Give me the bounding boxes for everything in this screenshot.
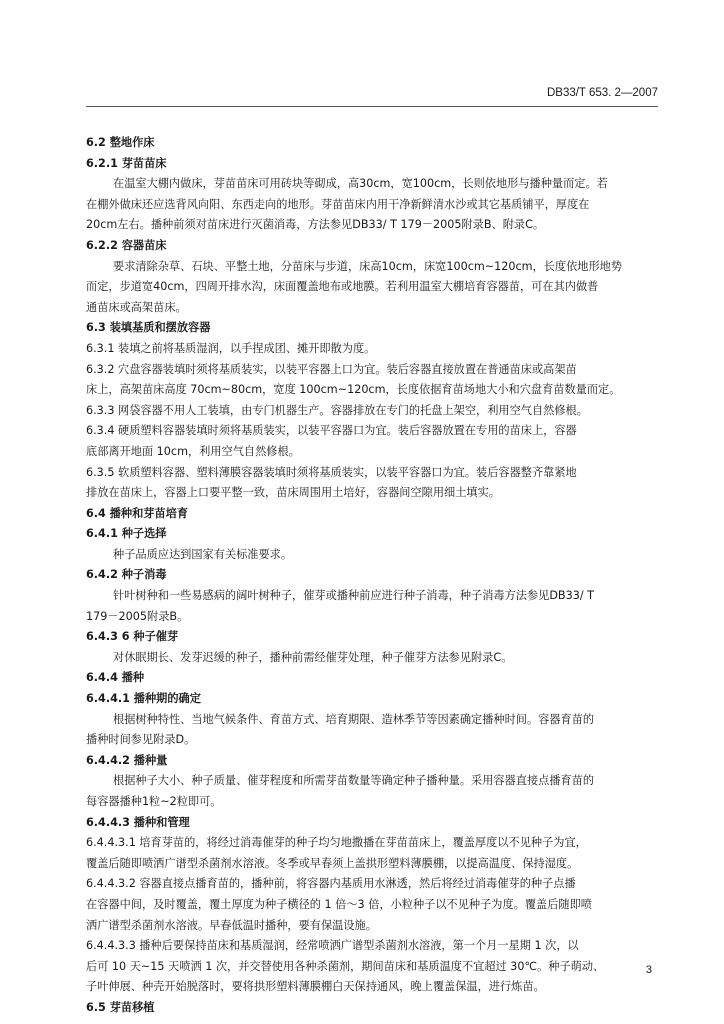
section-heading: 6.4.1 种子选择 [86,527,167,541]
paragraph-line: 针叶树种和一些易感病的阔叶树种子，催芽或播种前应进行种子消毒，种子消毒方法参见DB33/ T [113,589,594,603]
paragraph-line: 通苗床或高架苗床。 [86,300,187,314]
paragraph-line: 6.4.4.3.2 容器直接点播育苗的，播种前，将容器内基质用水淋透，然后将经过消毒催芽的种子点播 [86,877,576,891]
paragraph-line: 6.4.4.3.1 培育芽苗的，将经过消毒催芽的种子均匀地撒播在芽苗苗床上，覆盖厚度以不见种子为宜， [86,836,587,850]
paragraph-line: 床上，高架苗床高度 70cm~80cm，宽度 100cm~120cm，长度依据育苗场地大小和穴盘育苗数量而定。 [86,383,621,397]
paragraph-line: 20cm左右。播种前须对苗床进行灭菌消毒，方法参见DB33/ T 179－2005附录B、附录C。 [86,218,545,232]
paragraph-line: 覆盖后随即喷洒广谱型杀菌剂水溶液。冬季或早春须上盖拱形塑料薄膜棚，以提高温度、保持湿度。 [86,856,579,870]
paragraph-line: 根据树种特性、当地气候条件、育苗方式、培育期限、造林季节等因素确定播种时间。容器育苗的 [113,712,595,726]
paragraph-line: 6.3.4 硬质塑料容器装填时须将基质装实，以装平容器口为宜。装后容器放置在专用的苗床上，容器 [86,424,577,438]
page-number: 3 [645,964,652,976]
paragraph-line: 每容器播种1粒~2粒即可。 [86,795,222,808]
paragraph-line: 子叶伸展、种壳开始脱落时，要将拱形塑料薄膜棚白天保持通风，晚上覆盖保温，进行炼苗。 [86,980,545,994]
section-heading: 6.3 装填基质和摆放容器 [86,321,211,335]
paragraph-line: 排放在苗床上，容器上口要平整一致，苗床周围用土培好，容器间空隙用细土填实。 [86,486,500,500]
paragraph-line: 要求清除杂草、石块、平整土地，分苗床与步道，床高10cm，床宽100cm~120cm，长度依地形地势 [113,259,623,273]
section-heading: 6.4.4.3 播种和管理 [86,815,190,829]
section-heading: 6.4.2 种子消毒 [86,568,167,582]
section-heading: 6.4.4.1 播种期的确定 [86,692,201,706]
header-divider [86,106,658,107]
paragraph-line: 播种时间参见附录D。 [86,733,196,747]
section-heading: 6.2.1 芽苗苗床 [86,156,167,170]
paragraph-line: 洒广谱型杀菌剂水溶液。早春低温时播种，要有保温设施。 [86,918,377,932]
document-code: DB33/T 653. 2—2007 [546,87,658,99]
paragraph-line: 在容器中间，及时覆盖，覆土厚度为种子横径的 1 倍～3 倍，小粒种子以不见种子为度。覆盖后随即喷 [86,897,592,911]
paragraph-line: 后可 10 天~15 天喷洒 1 次，并交替使用各种杀菌剂，期间苗床和基质温度不宜超过 30℃。种子萌动、 [86,959,605,973]
section-heading: 6.4 播种和芽苗培育 [86,506,189,520]
paragraph-line: 6.3.3 网袋容器不用人工装填，由专门机器生产。容器排放在专门的托盘上架空，利用空气自然修根。 [86,403,588,417]
section-heading: 6.4.4.2 播种量 [86,753,168,767]
document-body [86,133,656,1019]
paragraph-line: 6.3.5 软质塑料容器、塑料薄膜容器装填时须将基质装实，以装平容器口为宜。装后容器整齐靠紧地 [86,465,577,479]
paragraph-line: 6.4.4.3.3 播种后要保持苗床和基质湿润，经常喷洒广谱型杀菌剂水溶液，第一个月一星期 1 次，以 [86,939,579,953]
section-heading: 6.4.4 播种 [86,671,145,685]
paragraph-line: 在温室大棚内做床，芽苗苗床可用砖块等砌成，高30cm，宽100cm，长则依地形与播种量而定。若 [113,177,608,191]
paragraph-line: 在棚外做床还应选背风向阳、东西走向的地形。芽苗苗床内用干净新鲜清水沙或其它基质铺平，厚度在 [86,197,590,211]
paragraph-line: 179－2005附录B。 [86,609,189,623]
paragraph-line: 6.3.1 装填之前将基质湿润，以手捏成团、摊开即散为度。 [86,341,376,355]
section-heading: 6.2.2 容器苗床 [86,238,167,252]
section-heading: 6.2 整地作床 [86,136,155,149]
paragraph-line: 种子品质应达到国家有关标准要求。 [113,547,293,561]
paragraph-line: 6.3.2 穴盘容器装填时须将基质装实，以装平容器上口为宜。装后容器直接放置在普通苗床或高架苗 [86,362,577,376]
section-heading: 6.5 芽苗移植 [86,1000,155,1014]
paragraph-line: 对休眠期长、发芽迟缓的种子，播种前需经催芽处理，种子催芽方法参见附录C。 [113,650,513,664]
paragraph-line: 而定，步道宽40cm，四周开排水沟，床面覆盖地布或地膜。若利用温室大棚培育容器苗，可在其内做普 [86,280,599,294]
paragraph-line: 底部离开地面 10cm，利用空气自然修根。 [86,444,300,458]
paragraph-line: 根据种子大小、种子质量、催芽程度和所需芽苗数量等确定种子播种量。采用容器直接点播育苗的 [113,774,595,788]
section-heading: 6.4.3 6 种子催芽 [86,630,179,644]
